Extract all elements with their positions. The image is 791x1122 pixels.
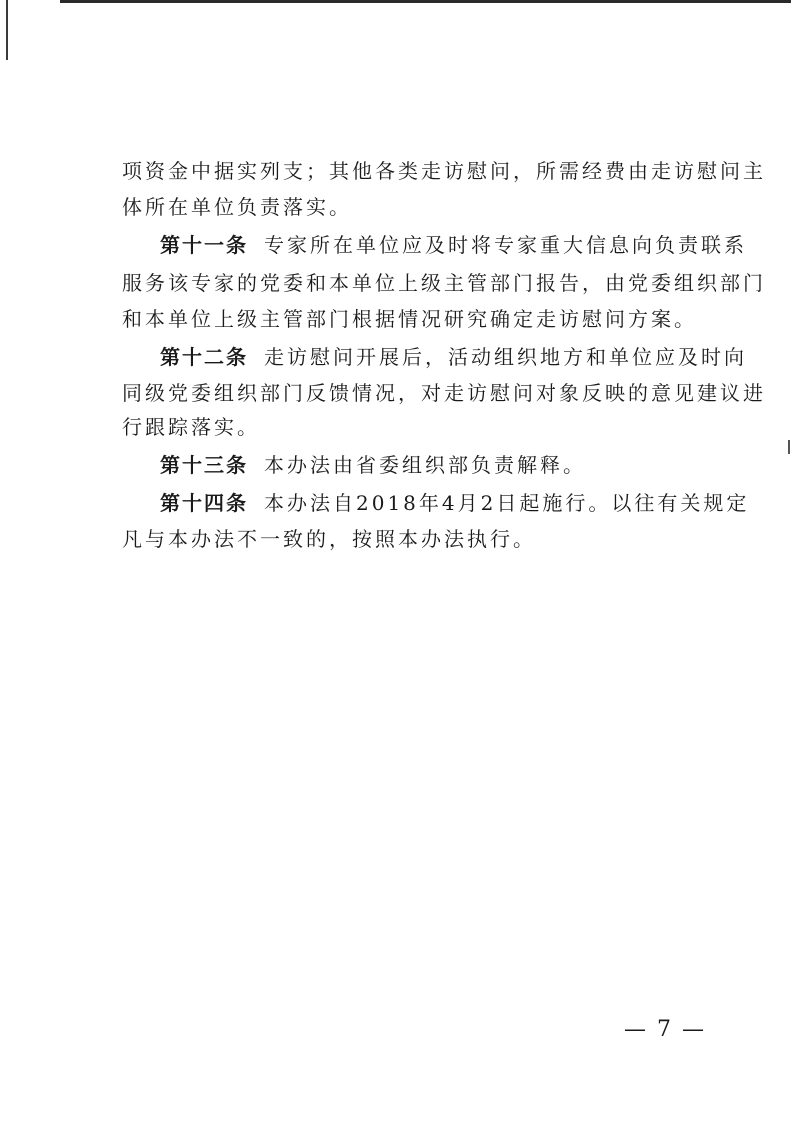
- page-number: — 7 —: [624, 1017, 706, 1042]
- article-14-label: 第十四条: [160, 491, 248, 515]
- paragraph-10-line-2: 体所在单位负责落实。: [122, 195, 352, 219]
- article-13-label: 第十三条: [160, 453, 248, 477]
- article-13: [160, 452, 697, 478]
- article-14-line-2: 凡与本办法不一致的，按照本办法执行。: [122, 527, 536, 551]
- paragraph-10-line-1: 项资金中据实列支；其他各类走访慰问，所需经费由走访慰问主: [122, 159, 766, 183]
- article-12: [160, 344, 747, 370]
- article-13-line-1: 本办法由省委组织部负责解释。: [264, 453, 586, 477]
- article-12-label: 第十二条: [160, 345, 248, 369]
- article-14: [160, 490, 750, 516]
- article-14-line-1: 本办法自2018年4月2日起施行。以往有关规定: [264, 491, 750, 515]
- article-12-line-3: 行跟踪落实。: [122, 415, 260, 439]
- article-11-line-1: 专家所在单位应及时将专家重大信息向负责联系: [264, 233, 747, 257]
- article-11: [160, 232, 747, 258]
- article-12-line-1: 走访慰问开展后，活动组织地方和单位应及时向: [264, 345, 747, 369]
- article-11-line-2: 服务该专家的党委和本单位上级主管部门报告，由党委组织部门: [122, 271, 766, 295]
- article-11-line-3: 和本单位上级主管部门根据情况研究确定走访慰问方案。: [122, 307, 697, 331]
- article-12-line-2: 同级党委组织部门反馈情况，对走访慰问对象反映的意见建议进: [122, 381, 766, 405]
- article-11-label: 第十一条: [160, 233, 248, 257]
